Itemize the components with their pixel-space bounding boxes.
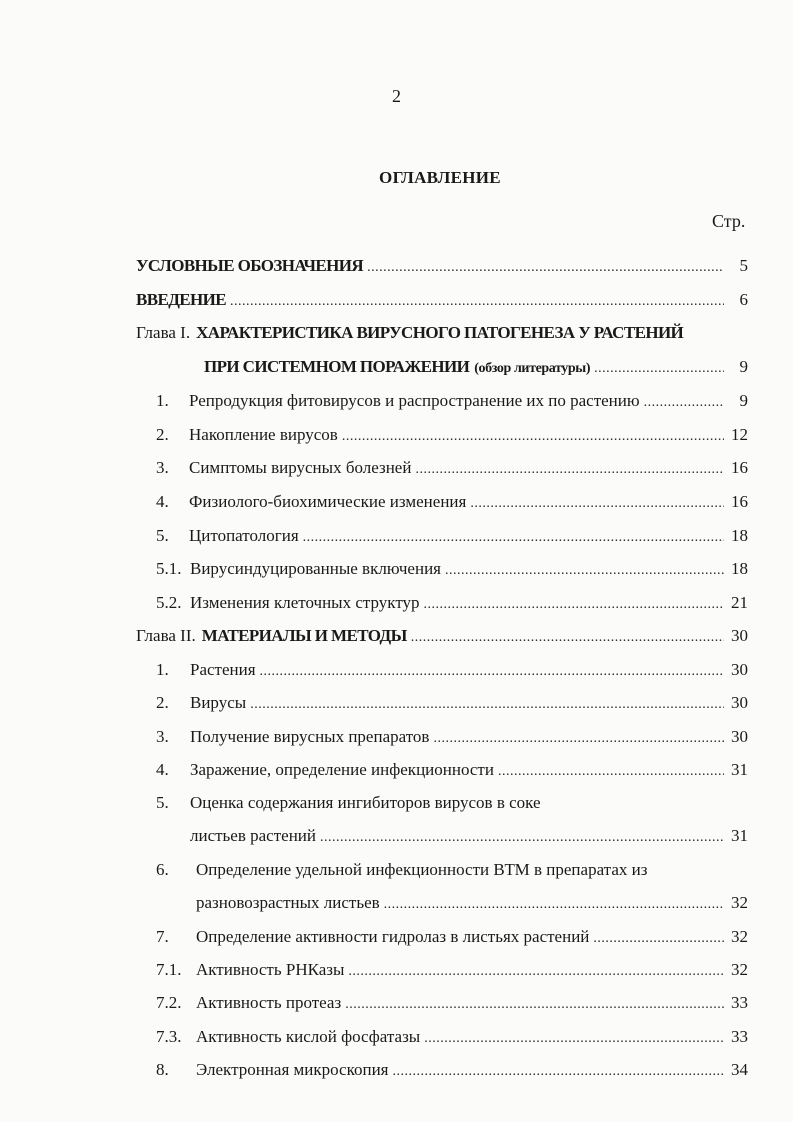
- leader-dots: [424, 1027, 724, 1047]
- entry-text: УСЛОВНЫЕ ОБОЗНАЧЕНИЯ: [136, 256, 364, 275]
- entry-text: Растения: [190, 660, 256, 679]
- entry-text: Заражение, определение инфекционности: [190, 760, 494, 779]
- entry-page: 21: [731, 593, 748, 612]
- entry-number: 8.: [156, 1060, 169, 1079]
- entry-number: 7.2.: [156, 993, 182, 1012]
- leader-dots: [498, 760, 724, 780]
- leader-dots: [393, 1060, 724, 1080]
- entry-page: 33: [731, 1027, 748, 1046]
- entry-page: 32: [731, 960, 748, 979]
- entry-text: Цитопатология: [189, 526, 299, 545]
- leader-dots: [384, 893, 724, 913]
- entry-text: Вирусы: [190, 693, 247, 712]
- leader-dots: [320, 826, 724, 846]
- toc-entry[interactable]: [204, 357, 748, 381]
- entry-page: 30: [731, 660, 748, 679]
- toc-entry-heading[interactable]: [156, 860, 748, 884]
- leader-dots: [345, 993, 724, 1013]
- entry-number: 4.: [156, 492, 169, 511]
- entry-page: 18: [731, 559, 748, 578]
- entry-page: 32: [731, 893, 748, 912]
- entry-page: 30: [731, 727, 748, 746]
- page-number: 2: [392, 86, 401, 106]
- entry-page: 31: [731, 826, 748, 845]
- entry-page: 9: [739, 357, 748, 376]
- entry-page: 31: [731, 760, 748, 779]
- leader-dots: [644, 391, 724, 411]
- leader-dots: [260, 660, 724, 680]
- toc-entry-heading[interactable]: [156, 793, 748, 817]
- entry-page: 16: [731, 458, 748, 477]
- chapter-number: Глава II.: [136, 626, 196, 645]
- toc-entry[interactable]: [156, 458, 748, 482]
- toc-entry[interactable]: [156, 760, 748, 784]
- toc-entry[interactable]: [136, 256, 748, 280]
- toc-entry[interactable]: [156, 993, 748, 1017]
- entry-text: Электронная микроскопия: [196, 1060, 389, 1079]
- entry-text: Накопление вирусов: [189, 425, 338, 444]
- entry-number: 5.: [156, 793, 169, 812]
- toc-entry[interactable]: [156, 727, 748, 751]
- leader-dots: [424, 593, 724, 613]
- entry-number: 2.: [156, 693, 169, 712]
- toc-entry[interactable]: [156, 1060, 748, 1084]
- entry-text: Активность протеаз: [196, 993, 342, 1012]
- entry-text: листьев растений: [190, 826, 316, 845]
- entry-page: 32: [731, 927, 748, 946]
- leader-dots: [433, 727, 724, 747]
- entry-text: ВВЕДЕНИЕ: [136, 290, 227, 309]
- entry-page: 5: [739, 256, 748, 275]
- toc-entry[interactable]: [156, 960, 748, 984]
- toc-entry[interactable]: [156, 660, 748, 684]
- chapter-number: Глава I.: [136, 323, 191, 342]
- entry-text: Репродукция фитовирусов и распространение их по растению: [189, 391, 640, 410]
- leader-dots: [303, 526, 724, 546]
- entry-text: Вирусиндуцированные включения: [190, 559, 441, 578]
- page-column-label: Стр.: [712, 211, 746, 231]
- leader-dots: [445, 559, 724, 579]
- toc-entry[interactable]: [156, 593, 748, 617]
- toc-entry[interactable]: [156, 391, 748, 415]
- entry-number: 5.2.: [156, 593, 182, 612]
- entry-text: Активность РНКазы: [196, 960, 345, 979]
- entry-number: 3.: [156, 727, 169, 746]
- entry-number: 3.: [156, 458, 169, 477]
- entry-number: 7.1.: [156, 960, 182, 979]
- entry-text: Физиолого-биохимические изменения: [189, 492, 467, 511]
- entry-page: 18: [731, 526, 748, 545]
- entry-number: 1.: [156, 391, 169, 410]
- entry-number: 7.: [156, 927, 169, 946]
- entry-page: 34: [731, 1060, 748, 1079]
- leader-dots: [230, 290, 724, 310]
- entry-text: Изменения клеточных структур: [190, 593, 420, 612]
- entry-number: 4.: [156, 760, 169, 779]
- entry-page: 30: [731, 693, 748, 712]
- entry-number: 5.: [156, 526, 169, 545]
- toc-entry[interactable]: [156, 526, 748, 550]
- entry-number: 7.3.: [156, 1027, 182, 1046]
- toc-title: ОГЛАВЛЕНИЕ: [379, 168, 501, 187]
- leader-dots: [415, 458, 724, 478]
- leader-dots: [470, 492, 724, 512]
- entry-number: 2.: [156, 425, 169, 444]
- leader-dots: [411, 626, 724, 646]
- entry-text: МАТЕРИАЛЫ И МЕТОДЫ: [201, 626, 407, 645]
- entry-text: Определение удельной инфекционности ВТМ в препаратах из: [196, 860, 648, 879]
- toc-entry[interactable]: [156, 927, 748, 951]
- toc-entry[interactable]: [156, 559, 748, 583]
- leader-dots: [367, 256, 724, 276]
- entry-text: Получение вирусных препаратов: [190, 727, 430, 746]
- entry-page: 6: [739, 290, 748, 309]
- entry-text: Оценка содержания ингибиторов вирусов в соке: [190, 793, 541, 812]
- entry-page: 16: [731, 492, 748, 511]
- toc-entry[interactable]: [156, 492, 748, 516]
- toc-entry[interactable]: [190, 826, 748, 850]
- leader-dots: [594, 357, 724, 377]
- entry-page: 33: [731, 993, 748, 1012]
- entry-page: 12: [731, 425, 748, 444]
- entry-text: Определение активности гидролаз в листьях растений: [196, 927, 590, 946]
- entry-number: 6.: [156, 860, 169, 879]
- toc-chapter-entry[interactable]: [136, 626, 748, 650]
- entry-note: (обзор литературы): [474, 361, 591, 376]
- toc-entry[interactable]: [156, 1027, 748, 1051]
- toc-entry[interactable]: [196, 893, 748, 917]
- entry-text: ПРИ СИСТЕМНОМ ПОРАЖЕНИИ: [204, 357, 470, 376]
- toc-chapter-heading[interactable]: [136, 323, 748, 347]
- entry-text: ХАРАКТЕРИСТИКА ВИРУСНОГО ПАТОГЕНЕЗА У РАСТЕНИЙ: [196, 323, 684, 342]
- entry-text: Активность кислой фосфатазы: [196, 1027, 421, 1046]
- leader-dots: [348, 960, 724, 980]
- leader-dots: [250, 693, 724, 713]
- entry-page: 9: [739, 391, 748, 410]
- entry-page: 30: [731, 626, 748, 645]
- entry-number: 1.: [156, 660, 169, 679]
- entry-text: Симптомы вирусных болезней: [189, 458, 412, 477]
- toc-entry[interactable]: [156, 425, 748, 449]
- entry-number: 5.1.: [156, 559, 182, 578]
- leader-dots: [593, 927, 724, 947]
- toc-entry[interactable]: [136, 290, 748, 314]
- leader-dots: [342, 425, 724, 445]
- entry-text: разновозрастных листьев: [196, 893, 380, 912]
- toc-entry[interactable]: [156, 693, 748, 717]
